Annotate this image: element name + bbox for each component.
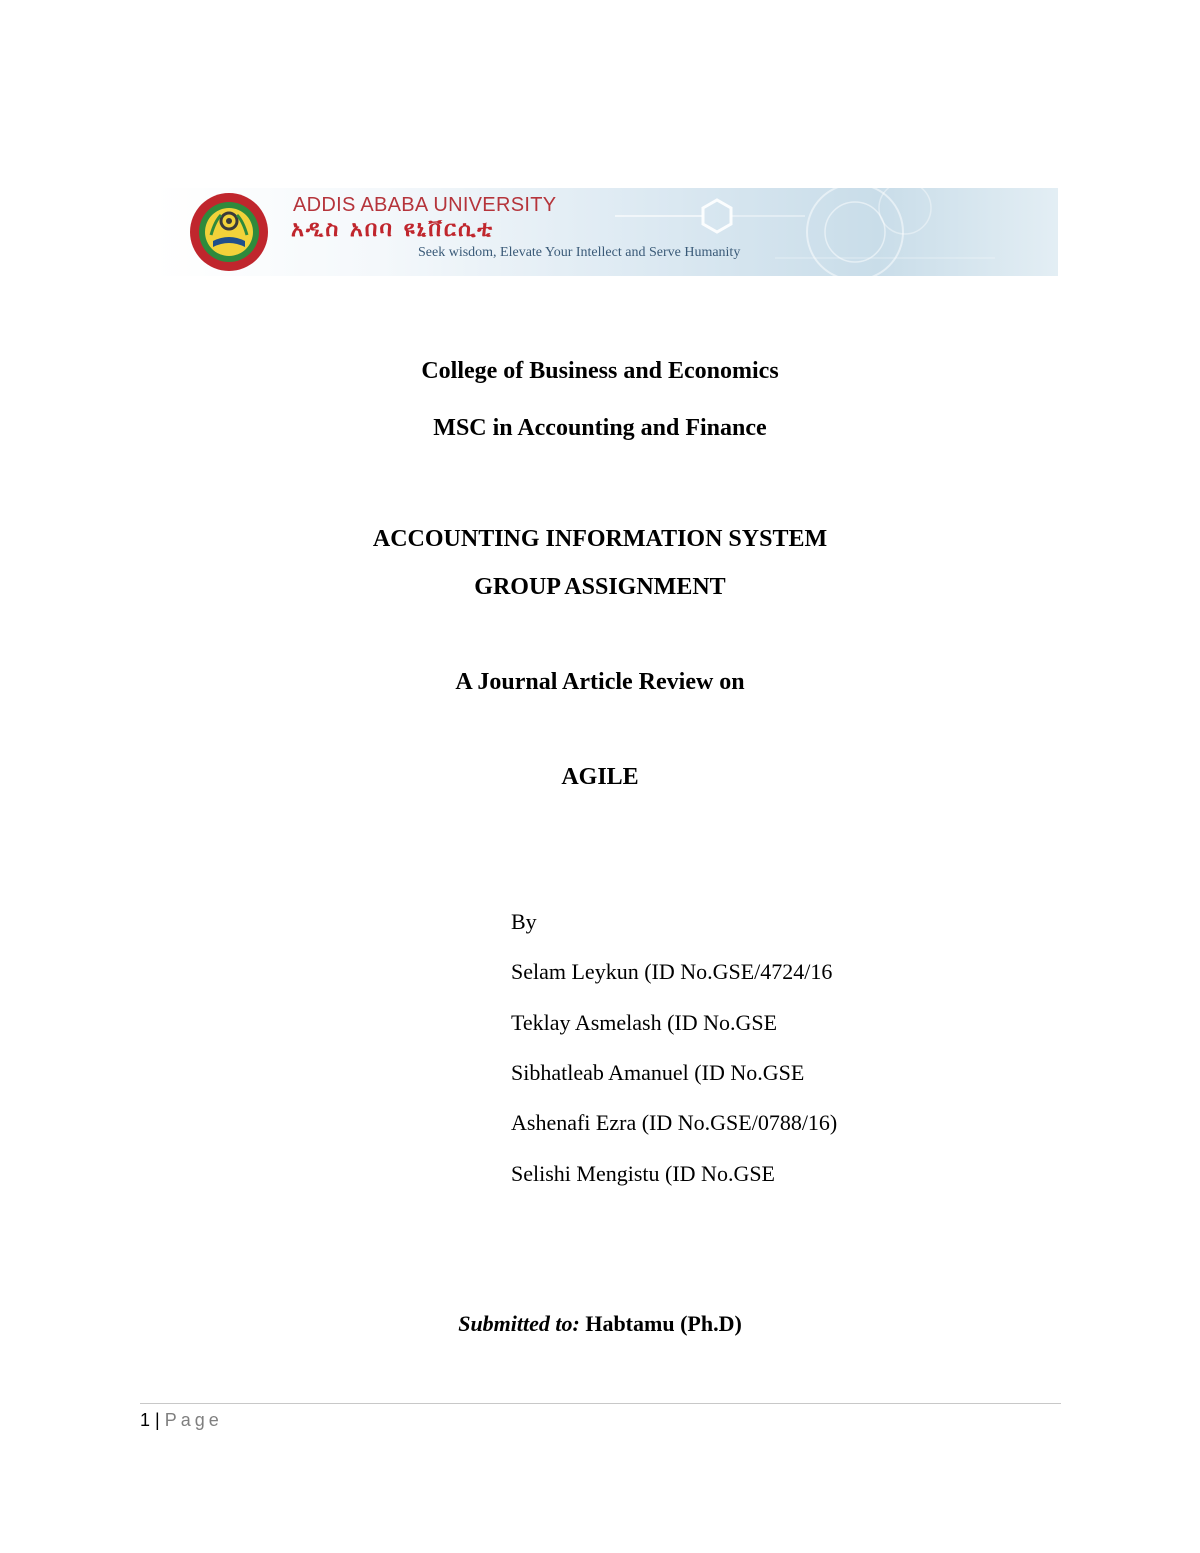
course-title: ACCOUNTING INFORMATION SYSTEM xyxy=(372,526,828,552)
footer-separator: | xyxy=(155,1410,160,1430)
supervisor-name: Habtamu (Ph.D) xyxy=(585,1311,742,1336)
page-number: 1 xyxy=(140,1410,151,1430)
author-item: Teklay Asmelash (ID No.GSE xyxy=(511,1010,778,1035)
tech-pattern-icon xyxy=(575,188,1058,276)
assignment-type: GROUP ASSIGNMENT xyxy=(474,574,726,600)
program-name: MSC in Accounting and Finance xyxy=(433,415,767,441)
banner-university-amharic: አዲስ አበባ ዩኒቨርሲቲ xyxy=(291,217,495,242)
banner-university-english: ADDIS ABABA UNIVERSITY xyxy=(293,194,557,216)
submitted-to-label: Submitted to: xyxy=(458,1311,580,1336)
submission-line xyxy=(0,1310,1200,1338)
footer-divider xyxy=(140,1403,1061,1404)
author-item: Selam Leykun (ID No.GSE/4724/16 xyxy=(511,959,833,984)
review-topic: AGILE xyxy=(561,764,639,790)
review-intro: A Journal Article Review on xyxy=(455,669,745,695)
author-item: Selishi Mengistu (ID No.GSE xyxy=(511,1161,775,1186)
page-word: Page xyxy=(164,1410,223,1430)
author-item: Sibhatleab Amanuel (ID No.GSE xyxy=(511,1060,805,1085)
by-label: By xyxy=(511,909,537,934)
college-name: College of Business and Economics xyxy=(421,358,779,384)
university-banner xyxy=(155,188,1058,276)
banner-motto: Seek wisdom, Elevate Your Intellect and Serve Humanity xyxy=(418,245,741,260)
university-seal-icon xyxy=(185,191,273,273)
author-item: Ashenafi Ezra (ID No.GSE/0788/16) xyxy=(511,1110,838,1135)
page-footer xyxy=(140,1408,223,1432)
